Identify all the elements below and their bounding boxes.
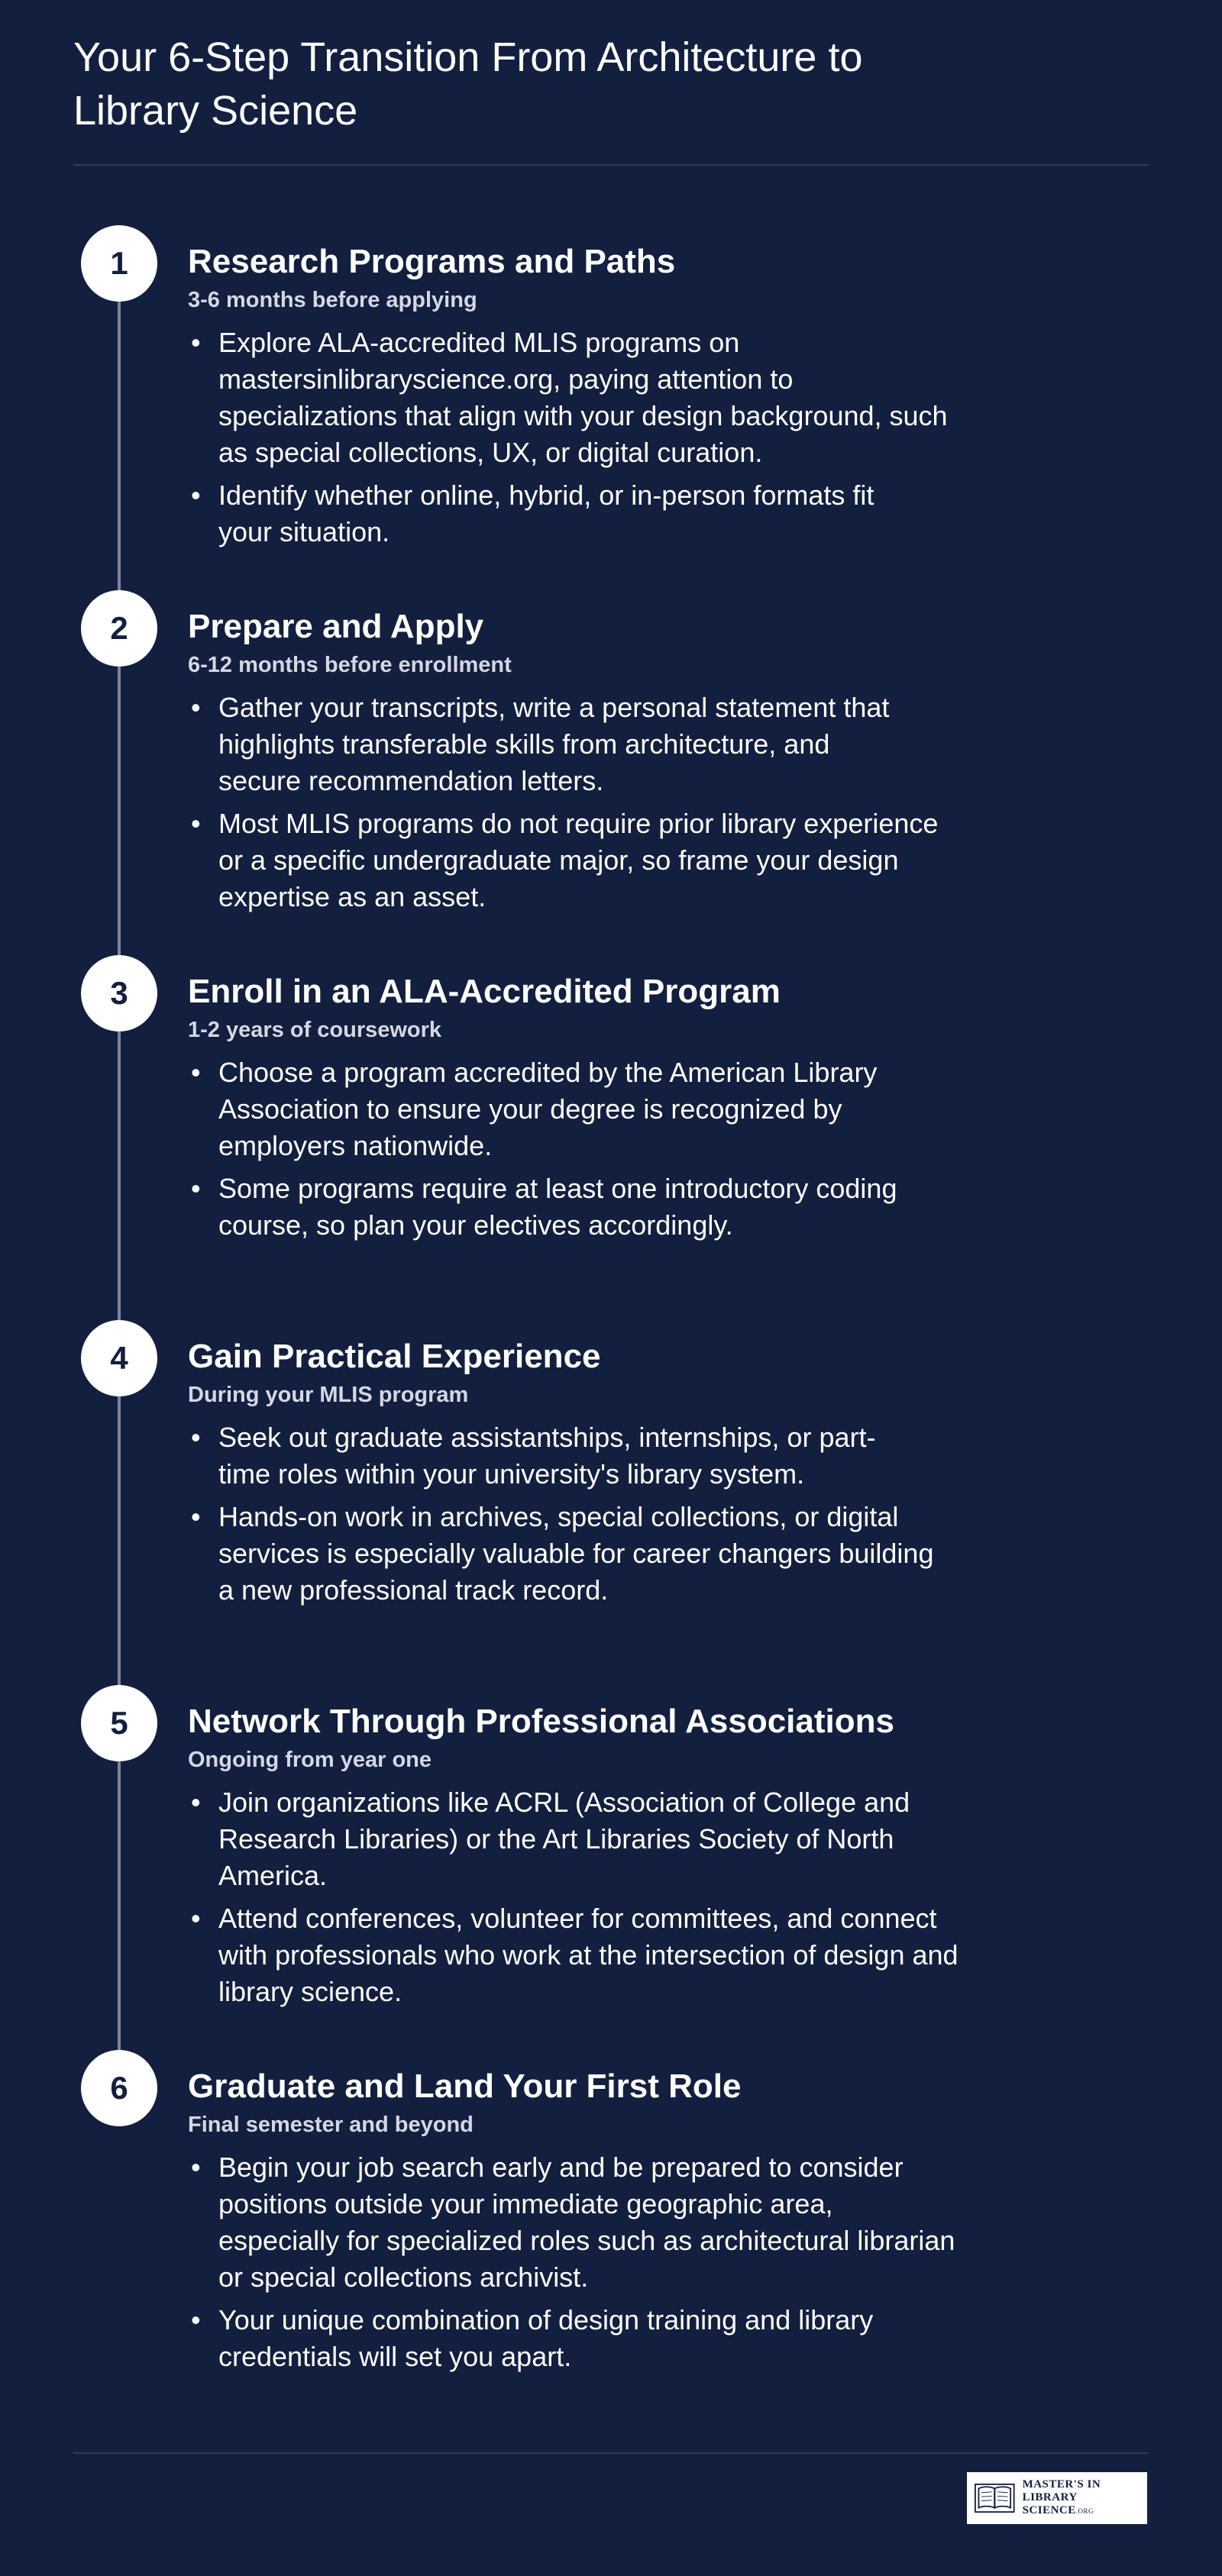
open-book-icon	[975, 2481, 1015, 2515]
step-title: Network Through Professional Associations	[188, 1703, 894, 1740]
step-bullet-list	[188, 1784, 959, 2016]
step-timing: 1-2 years of coursework	[188, 1018, 442, 1042]
step-number-badge: 3	[81, 955, 157, 1031]
logo-wordmark	[1023, 2478, 1140, 2518]
page-title: Your 6-Step Transition From Architecture to Library Science	[73, 34, 863, 134]
step-bullet: • Attend conferences, volunteer for committees, and connect with professionals who work at the intersection of design and library science.	[188, 1900, 959, 2010]
timeline-line	[118, 263, 121, 2096]
step-bullet: • Some programs require at least one introductory coding course, so plan your electives accordingly.	[188, 1170, 959, 1244]
step-bullet-list	[188, 2149, 959, 2381]
step-bullet-list	[188, 1419, 959, 1615]
step-bullet: • Identify whether online, hybrid, or in-person formats fit your situation.	[188, 477, 891, 550]
footer-divider	[73, 2452, 1149, 2454]
step-bullet: • Seek out graduate assistantships, internships, or part-time roles within your university's library system.	[188, 1419, 891, 1493]
step-title: Graduate and Land Your First Role	[188, 2068, 742, 2105]
header-divider	[73, 164, 1149, 166]
step-bullet-list	[188, 689, 959, 922]
step-number-badge: 2	[81, 590, 157, 667]
logo-line-1: MASTER'S IN	[1022, 2478, 1101, 2490]
logo-line-2: LIBRARY SCIENCE	[1022, 2491, 1078, 2516]
step-title: Gain Practical Experience	[188, 1338, 601, 1375]
site-logo	[967, 2472, 1147, 2524]
step-bullet-list	[188, 1054, 959, 1250]
step-timing: Ongoing from year one	[188, 1748, 432, 1772]
step-timing: Final semester and beyond	[188, 2113, 474, 2137]
step-bullet: • Most MLIS programs do not require prior library experience or a specific undergraduate major, so frame your design expertise as an asset.	[188, 805, 959, 915]
step-bullet: • Join organizations like ACRL (Association of College and Research Libraries) or the Art Libraries Society of North America.	[188, 1784, 952, 1894]
step-bullet: • Explore ALA-accredited MLIS programs on mastersinlibraryscience.org, paying attention to specializations that align with your design background, such as special collections, UX, or digital curation.	[188, 324, 959, 471]
step-title: Prepare and Apply	[188, 608, 484, 645]
step-number-badge: 4	[81, 1320, 157, 1396]
step-title: Enroll in an ALA-Accredited Program	[188, 973, 781, 1010]
step-bullet: • Hands-on work in archives, special collections, or digital services is especially valuable for career changers building a new professional track record.	[188, 1499, 936, 1609]
step-bullet: • Gather your transcripts, write a personal statement that highlights transferable skills from architecture, and secure recommendation letters.	[188, 689, 891, 799]
step-bullet-list	[188, 324, 959, 557]
step-title: Research Programs and Paths	[188, 243, 676, 280]
step-timing: During your MLIS program	[188, 1383, 469, 1407]
logo-suffix: .ORG	[1075, 2507, 1094, 2515]
step-bullet: • Choose a program accredited by the American Library Association to ensure your degree is recognized by employers nationwide.	[188, 1054, 929, 1164]
step-timing: 3-6 months before applying	[188, 288, 477, 312]
step-bullet: • Begin your job search early and be prepared to consider positions outside your immediate geographic area, especially for specialized roles such as architectural librarian or special collections archivist.	[188, 2149, 959, 2296]
step-timing: 6-12 months before enrollment	[188, 653, 512, 677]
step-bullet: • Your unique combination of design training and library credentials will set you apart.	[188, 2302, 952, 2375]
step-number-badge: 1	[81, 225, 157, 302]
step-number-badge: 5	[81, 1685, 157, 1761]
step-number-badge: 6	[81, 2050, 157, 2126]
